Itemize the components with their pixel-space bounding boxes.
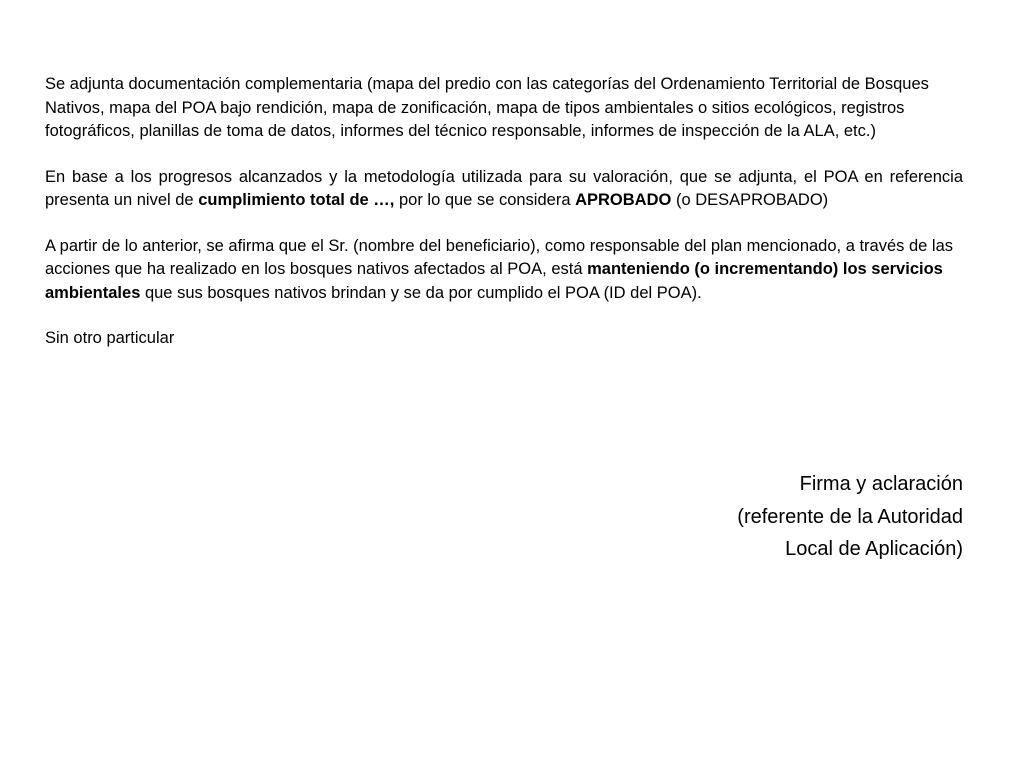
evaluation-text-3: (o DESAPROBADO)	[671, 191, 829, 209]
signature-block	[737, 468, 963, 566]
statement-text-2: que sus bosques nativos brindan y se da por cumplido el POA (ID del POA).	[140, 283, 702, 302]
document-body	[45, 73, 963, 351]
paragraph-documentation: Se adjunta documentación complementaria (mapa del predio con las categorías del Ordenamiento Territorial de Bosques Nativos, mapa del POA bajo rendición, mapa de zonificación, mapa de tipos ambientales o sitios ecológicos, registros fotográficos, planillas de toma de datos, informes del técnico responsable, informes de inspección de la ALA, etc.)	[45, 75, 929, 140]
statement-text-1: A partir de lo anterior, se afirma que el Sr. (nombre del beneficiario), como responsable del plan mencionado, a través de las acciones que ha realizado en los bosques nativos afectados al POA, está	[45, 236, 953, 278]
paragraph-statement	[45, 235, 963, 306]
evaluation-text-2: por lo que se considera	[394, 191, 576, 209]
evaluation-text-1: En base a los progresos alcanzados y la metodología utilizada para su valoración, que se adjunta, el POA en referencia presenta un nivel de	[45, 167, 963, 209]
closing-line: Sin otro particular	[45, 329, 175, 347]
signature-line-3: Local de Aplicación)	[785, 538, 963, 560]
evaluation-approved-bold: APROBADO	[575, 191, 672, 209]
evaluation-compliance-bold: cumplimiento total de …,	[198, 191, 395, 209]
signature-line-2: (referente de la Autoridad	[737, 505, 963, 528]
signature-line-1: Firma y aclaración	[799, 473, 963, 495]
paragraph-evaluation	[45, 166, 963, 213]
statement-services-bold: manteniendo (o incrementando) los servicios ambientales	[45, 260, 943, 302]
